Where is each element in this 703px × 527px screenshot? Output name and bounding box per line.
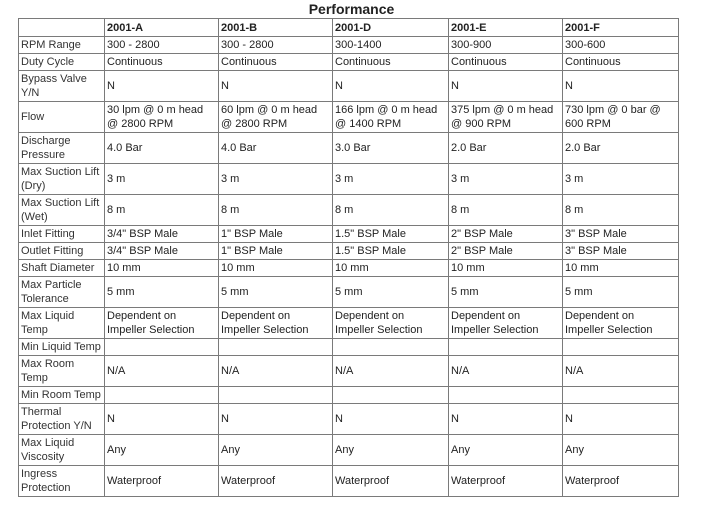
table-row <box>19 164 679 195</box>
table-cell: 300-900 <box>449 37 563 54</box>
table-cell: Dependent on Impeller Selection <box>333 308 449 339</box>
table-cell: 4.0 Bar <box>105 133 219 164</box>
table-cell: N/A <box>333 356 449 387</box>
table-cell: N/A <box>563 356 679 387</box>
row-label: Discharge Pressure <box>19 133 105 164</box>
table-cell: 10 mm <box>449 260 563 277</box>
row-label: Min Room Temp <box>19 387 105 404</box>
table-cell: Waterproof <box>105 466 219 497</box>
table-cell: 60 lpm @ 0 m head @ 2800 RPM <box>219 102 333 133</box>
table-cell: 3/4" BSP Male <box>105 226 219 243</box>
table-row <box>19 71 679 102</box>
column-header-2001-a: 2001-A <box>105 19 219 37</box>
column-header-2001-e: 2001-E <box>449 19 563 37</box>
row-label: Max Suction Lift (Wet) <box>19 195 105 226</box>
performance-table <box>18 18 679 497</box>
table-cell: N <box>333 71 449 102</box>
table-cell: 300 - 2800 <box>219 37 333 54</box>
table-cell: Dependent on Impeller Selection <box>105 308 219 339</box>
table-cell: 30 lpm @ 0 m head @ 2800 RPM <box>105 102 219 133</box>
table-cell: 4.0 Bar <box>219 133 333 164</box>
table-cell: 3" BSP Male <box>563 243 679 260</box>
table-cell: Waterproof <box>219 466 333 497</box>
table-cell: 3 m <box>105 164 219 195</box>
table-row <box>19 356 679 387</box>
table-row <box>19 339 679 356</box>
table-cell: Continuous <box>563 54 679 71</box>
table-cell: 5 mm <box>219 277 333 308</box>
table-cell: Waterproof <box>333 466 449 497</box>
table-cell <box>563 339 679 356</box>
table-cell: 8 m <box>105 195 219 226</box>
table-cell: 10 mm <box>219 260 333 277</box>
table-cell: 10 mm <box>333 260 449 277</box>
table-cell: 3 m <box>333 164 449 195</box>
table-cell: N <box>449 404 563 435</box>
table-cell: Dependent on Impeller Selection <box>219 308 333 339</box>
row-label: Max Particle Tolerance <box>19 277 105 308</box>
table-cell <box>219 339 333 356</box>
table-cell: Continuous <box>449 54 563 71</box>
table-row <box>19 226 679 243</box>
table-cell: 2.0 Bar <box>563 133 679 164</box>
table-cell <box>563 387 679 404</box>
table-cell: Any <box>333 435 449 466</box>
table-row <box>19 466 679 497</box>
row-label: Min Liquid Temp <box>19 339 105 356</box>
table-cell: Waterproof <box>563 466 679 497</box>
table-cell: 3.0 Bar <box>333 133 449 164</box>
table-cell <box>449 387 563 404</box>
table-cell: 3/4" BSP Male <box>105 243 219 260</box>
table-cell: 5 mm <box>105 277 219 308</box>
row-label: Shaft Diameter <box>19 260 105 277</box>
table-cell: N/A <box>449 356 563 387</box>
row-label: Bypass Valve Y/N <box>19 71 105 102</box>
column-header-blank <box>19 19 105 37</box>
table-cell: 8 m <box>449 195 563 226</box>
table-cell: Any <box>105 435 219 466</box>
row-label: Max Liquid Viscosity <box>19 435 105 466</box>
table-cell: 8 m <box>333 195 449 226</box>
row-label: Ingress Protection <box>19 466 105 497</box>
table-cell: 8 m <box>563 195 679 226</box>
table-cell: 3 m <box>219 164 333 195</box>
page-title: Performance <box>308 1 395 17</box>
table-cell: 5 mm <box>333 277 449 308</box>
table-cell: 1" BSP Male <box>219 243 333 260</box>
row-label: Outlet Fitting <box>19 243 105 260</box>
table-cell: 5 mm <box>563 277 679 308</box>
table-cell: 2" BSP Male <box>449 243 563 260</box>
table-cell: 730 lpm @ 0 bar @ 600 RPM <box>563 102 679 133</box>
table-cell: N <box>105 404 219 435</box>
table-cell: N <box>105 71 219 102</box>
table-row <box>19 277 679 308</box>
table-cell: Any <box>219 435 333 466</box>
column-header-2001-f: 2001-F <box>563 19 679 37</box>
header-row <box>19 19 679 37</box>
table-row <box>19 260 679 277</box>
table-cell: 3 m <box>449 164 563 195</box>
table-row <box>19 243 679 260</box>
table-row <box>19 54 679 71</box>
table-cell: 1" BSP Male <box>219 226 333 243</box>
table-cell: Any <box>563 435 679 466</box>
table-cell: N <box>563 404 679 435</box>
table-cell: Continuous <box>333 54 449 71</box>
table-cell: N <box>333 404 449 435</box>
table-cell: 1.5" BSP Male <box>333 243 449 260</box>
table-cell <box>333 339 449 356</box>
table-row <box>19 404 679 435</box>
table-cell: Waterproof <box>449 466 563 497</box>
table-cell: Dependent on Impeller Selection <box>563 308 679 339</box>
row-label: Inlet Fitting <box>19 226 105 243</box>
table-cell: 8 m <box>219 195 333 226</box>
table-row <box>19 308 679 339</box>
table-cell <box>219 387 333 404</box>
row-label: Max Liquid Temp <box>19 308 105 339</box>
row-label: Max Suction Lift (Dry) <box>19 164 105 195</box>
row-label: RPM Range <box>19 37 105 54</box>
table-cell: 1.5" BSP Male <box>333 226 449 243</box>
table-row <box>19 37 679 54</box>
column-header-2001-b: 2001-B <box>219 19 333 37</box>
table-cell: N <box>563 71 679 102</box>
table-cell: 3" BSP Male <box>563 226 679 243</box>
row-label: Duty Cycle <box>19 54 105 71</box>
table-cell: Continuous <box>219 54 333 71</box>
table-cell: Continuous <box>105 54 219 71</box>
table-cell <box>449 339 563 356</box>
table-cell: 300-1400 <box>333 37 449 54</box>
table-cell: 375 lpm @ 0 m head @ 900 RPM <box>449 102 563 133</box>
row-label: Flow <box>19 102 105 133</box>
table-cell <box>333 387 449 404</box>
table-cell: N/A <box>105 356 219 387</box>
table-cell: 5 mm <box>449 277 563 308</box>
table-row <box>19 387 679 404</box>
row-label: Max Room Temp <box>19 356 105 387</box>
table-row <box>19 102 679 133</box>
table-cell <box>105 339 219 356</box>
table-cell: N <box>219 71 333 102</box>
table-row <box>19 133 679 164</box>
table-cell: Dependent on Impeller Selection <box>449 308 563 339</box>
column-header-2001-d: 2001-D <box>333 19 449 37</box>
table-cell: 2" BSP Male <box>449 226 563 243</box>
table-cell: 10 mm <box>563 260 679 277</box>
table-row <box>19 435 679 466</box>
table-cell: N <box>219 404 333 435</box>
table-cell: 10 mm <box>105 260 219 277</box>
row-label: Thermal Protection Y/N <box>19 404 105 435</box>
table-cell: 2.0 Bar <box>449 133 563 164</box>
table-cell: N/A <box>219 356 333 387</box>
table-cell <box>105 387 219 404</box>
table-row <box>19 195 679 226</box>
table-cell: 300 - 2800 <box>105 37 219 54</box>
table-cell: 166 lpm @ 0 m head @ 1400 RPM <box>333 102 449 133</box>
table-cell: N <box>449 71 563 102</box>
table-cell: 300-600 <box>563 37 679 54</box>
table-cell: Any <box>449 435 563 466</box>
table-cell: 3 m <box>563 164 679 195</box>
